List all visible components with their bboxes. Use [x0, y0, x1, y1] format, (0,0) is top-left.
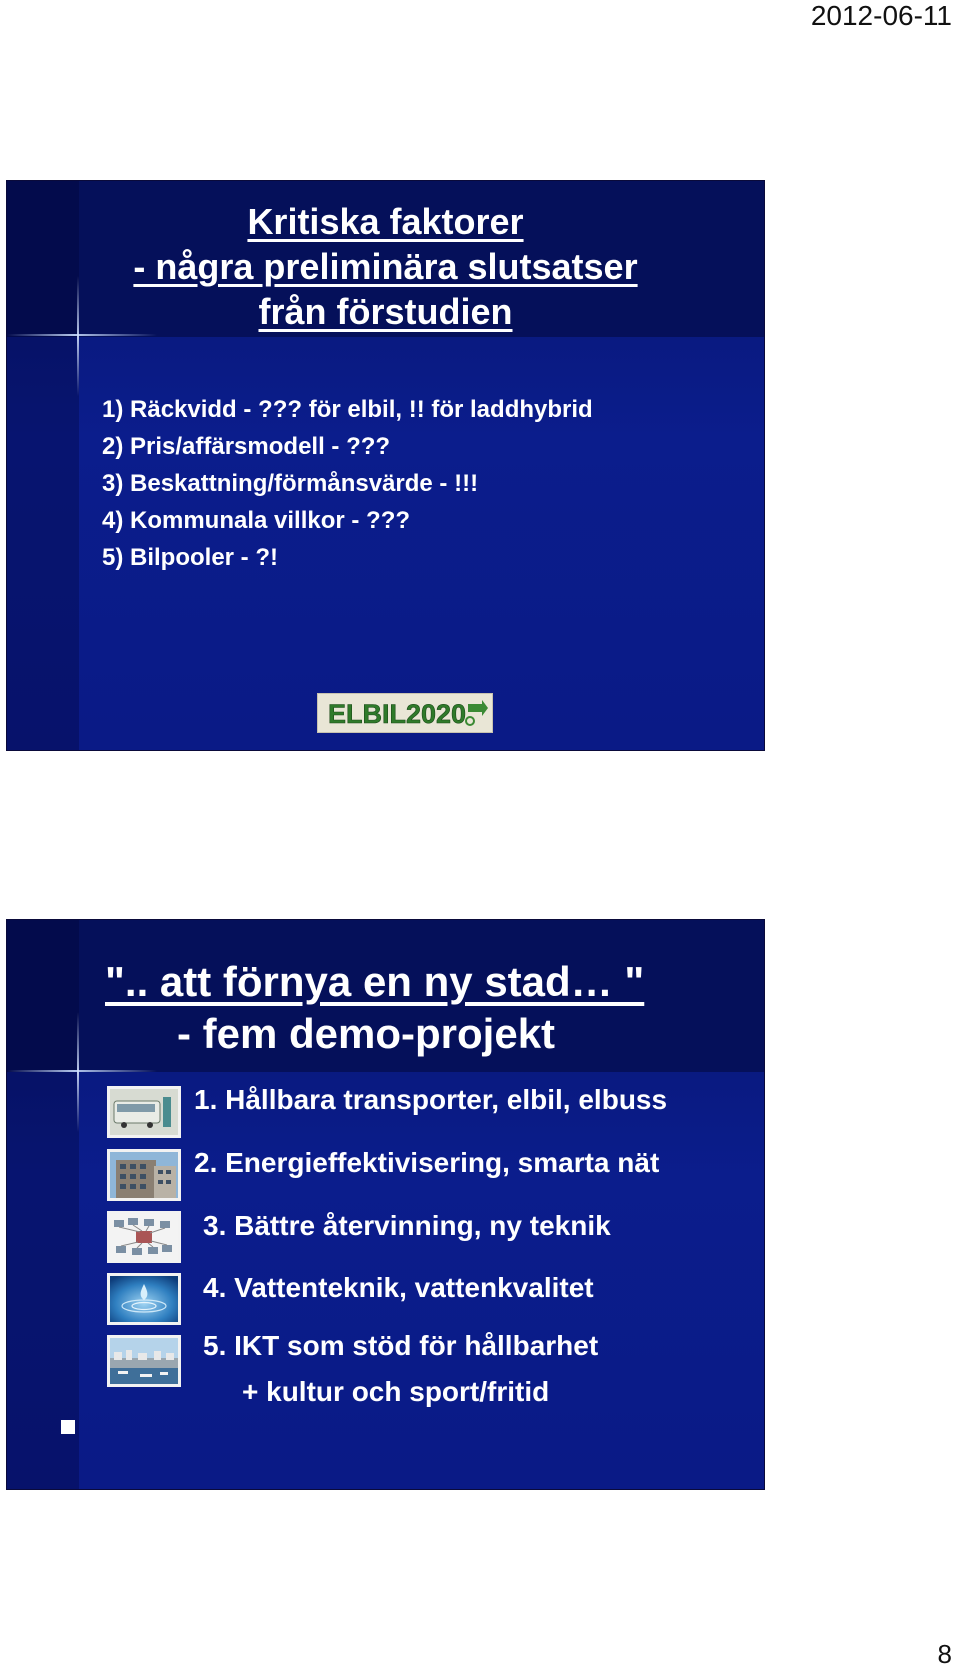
demo-project-item: 4. Vattenteknik, vattenkvalitet: [203, 1272, 594, 1303]
slide2-title-line2: - fem demo-projekt: [177, 1010, 556, 1057]
slide-kritiska-faktorer: [6, 180, 765, 751]
city-harbor-icon: [107, 1335, 181, 1387]
extra-item: + kultur och sport/fritid: [242, 1376, 550, 1407]
list-item: 4) Kommunala villkor - ???: [102, 507, 411, 534]
elbil2020-logo-graphic: [318, 694, 492, 732]
slide1-title: [7, 199, 764, 334]
light-flare-horizontal: [7, 334, 157, 336]
list-item: 2) Pris/affärsmodell - ???: [102, 433, 391, 460]
bus-photo-icon: [107, 1086, 181, 1138]
slide1-title-line: från förstudien: [258, 291, 513, 332]
light-flare-vertical: [77, 1012, 79, 1132]
recycling-diagram-icon: [107, 1211, 181, 1263]
demo-project-item: 5. IKT som stöd för hållbarhet: [203, 1330, 599, 1361]
demo-project-item: 3. Bättre återvinning, ny teknik: [203, 1210, 611, 1241]
light-flare-horizontal: [7, 1070, 157, 1072]
date-header: 2012-06-11: [810, 0, 952, 31]
demo-project-item: 1. Hållbara transporter, elbil, elbuss: [194, 1084, 668, 1115]
list-item: 5) Bilpooler - ?!: [102, 544, 278, 571]
building-photo-icon: [107, 1149, 181, 1201]
list-item: 3) Beskattning/förmånsvärde - !!!: [102, 470, 479, 497]
slide2-title-line1: ".. att förnya en ny stad… ": [105, 958, 645, 1005]
logo-text: ELBIL2020: [328, 699, 467, 729]
slide-demo-projekt: [6, 919, 765, 1490]
bullet-square: [61, 1420, 75, 1434]
water-drop-icon: [107, 1273, 181, 1325]
slide-left-band: [7, 920, 79, 1489]
page-number: 8: [937, 1639, 952, 1669]
demo-project-item: 2. Energieffektivisering, smarta nät: [194, 1147, 660, 1178]
list-item: 1) Räckvidd - ??? för elbil, !! för laddhybrid: [102, 396, 593, 423]
slide1-title-line: Kritiska faktorer: [247, 201, 524, 242]
elbil2020-logo: [317, 693, 493, 733]
slide1-title-line: - några preliminära slutsatser: [133, 246, 638, 287]
critical-factors-list: [102, 391, 593, 576]
